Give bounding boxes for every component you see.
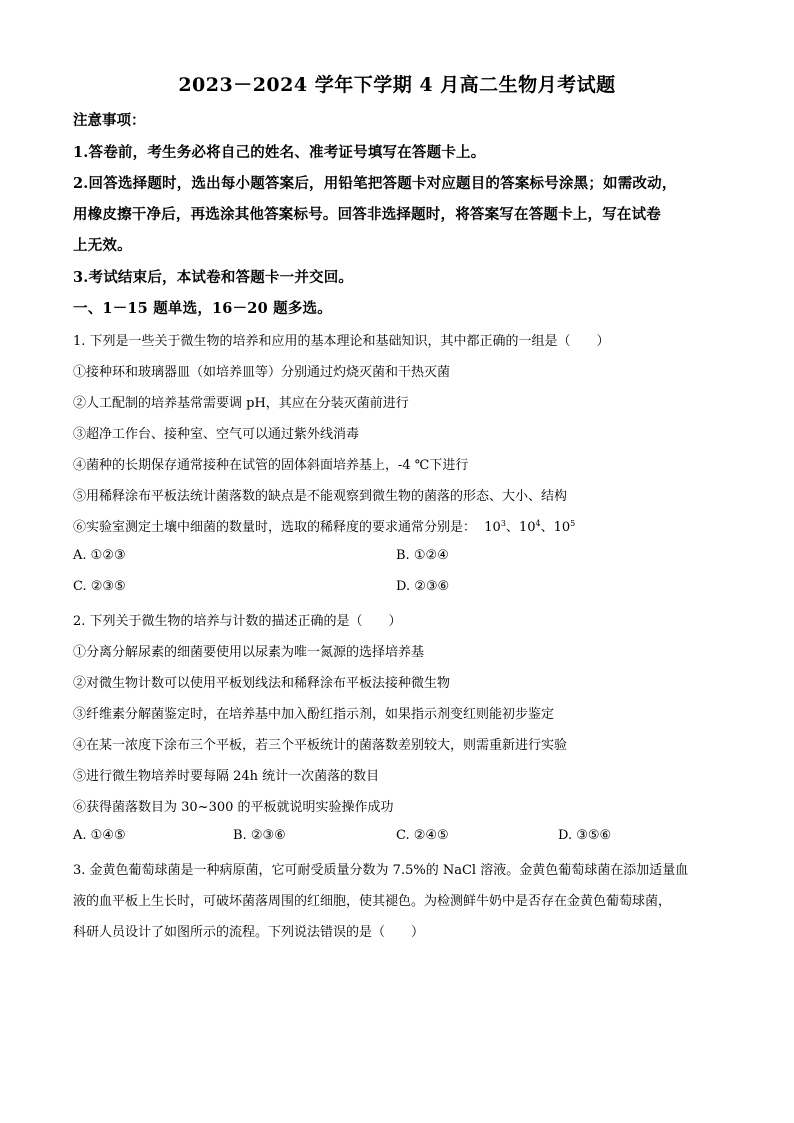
notice-item-2: 2.回答选择题时，选出每小题答案后，用铅笔把答题卡对应题目的答案标号涂黑；如需改动， — [73, 175, 677, 192]
q1-item-5: ⑤用稀释涂布平板法统计菌落数的缺点是不能观察到微生物的菌落的形态、大小、结构 — [73, 489, 568, 504]
q1-stem: 1. 下列是一些关于微生物的培养和应用的基本理论和基础知识，其中都正确的一组是（ ） — [73, 334, 610, 349]
q2-stem: 2. 下列关于微生物的培养与计数的描述正确的是（ ） — [73, 614, 402, 629]
q3-line-2: 液的血平板上生长时，可破坏菌落周围的红细胞，使其褪色。为检测鲜牛奶中是否存在金黄色葡萄球菌， — [73, 894, 672, 909]
q3-line-3: 科研人员设计了如图所示的流程。下列说法错误的是（ ） — [73, 925, 425, 940]
q1-item-1: ①接种环和玻璃器皿（如培养皿等）分别通过灼烧灭菌和干热灭菌 — [73, 365, 451, 380]
notice-heading: 注意事项： — [73, 112, 146, 129]
notice-item-3: 3.考试结束后，本试卷和答题卡一并交回。 — [73, 269, 354, 286]
q2-item-4: ④在某一浓度下涂布三个平板，若三个平板统计的菌落数差别较大，则需重新进行实验 — [73, 738, 568, 753]
q1-item-6: ⑥实验室测定土壤中细菌的数量时，选取的稀释度的要求通常分别是： $10^3$、$10^4$、$10^5$ — [73, 519, 576, 535]
notice-item-2-end: 上无效。 — [73, 237, 132, 254]
q2-option-a: A. ①④⑤ — [73, 828, 126, 843]
q1-dilution-2: $10^4$ — [518, 519, 541, 535]
q2-option-b: B. ②③⑥ — [233, 828, 286, 843]
q3-line-1: 3. 金黄色葡萄球菌是一种病原菌，它可耐受质量分数为 7.5%的 NaCl 溶液。金黄色葡萄球菌在添加适量血 — [73, 863, 689, 878]
q1-item-4: ④菌种的长期保存通常接种在试管的固体斜面培养基上，-4 ℃下进行 — [73, 458, 469, 473]
q1-dilution-3: $10^5$ — [553, 519, 576, 535]
q2-option-d: D. ③⑤⑥ — [558, 828, 612, 843]
q1-item-2: ②人工配制的培养基常需要调 pH，其应在分装灭菌前进行 — [73, 396, 409, 411]
q2-item-5: ⑤进行微生物培养时要每隔 24h 统计一次菌落的数目 — [73, 769, 380, 784]
notice-item-1: 1.答卷前，考生务必将自己的姓名、准考证号填写在答题卡上。 — [73, 144, 486, 161]
q1-option-c: C. ②③⑤ — [73, 579, 126, 594]
q1-item-6-text: ⑥实验室测定土壤中细菌的数量时，选取的稀释度的要求通常分别是： — [73, 520, 477, 535]
section-heading: 一、1－15 题单选，16－20 题多选。 — [73, 300, 332, 317]
q1-dilution-1: $10^3$ — [484, 519, 506, 535]
notice-item-2-cont: 用橡皮擦干净后，再选涂其他答案标号。回答非选择题时，将答案写在答题卡上，写在试卷 — [73, 206, 661, 223]
q1-item-3: ③超净工作台、接种室、空气可以通过紫外线消毒 — [73, 427, 360, 442]
q2-option-c: C. ②④⑤ — [396, 828, 449, 843]
q1-option-d: D. ②③⑥ — [396, 579, 450, 594]
q2-item-2: ②对微生物计数可以使用平板划线法和稀释涂布平板法接种微生物 — [73, 676, 451, 691]
exam-title: 2023－2024 学年下学期 4 月高二生物月考试题 — [178, 74, 616, 96]
q2-item-6: ⑥获得菌落数目为 30~300 的平板就说明实验操作成功 — [73, 800, 394, 815]
q2-item-1: ①分离分解尿素的细菌要使用以尿素为唯一氮源的选择培养基 — [73, 645, 425, 660]
q1-option-b: B. ①②④ — [396, 548, 449, 563]
q2-item-3: ③纤维素分解菌鉴定时，在培养基中加入酚红指示剂，如果指示剂变红则能初步鉴定 — [73, 707, 555, 722]
q1-option-a: A. ①②③ — [73, 548, 126, 563]
